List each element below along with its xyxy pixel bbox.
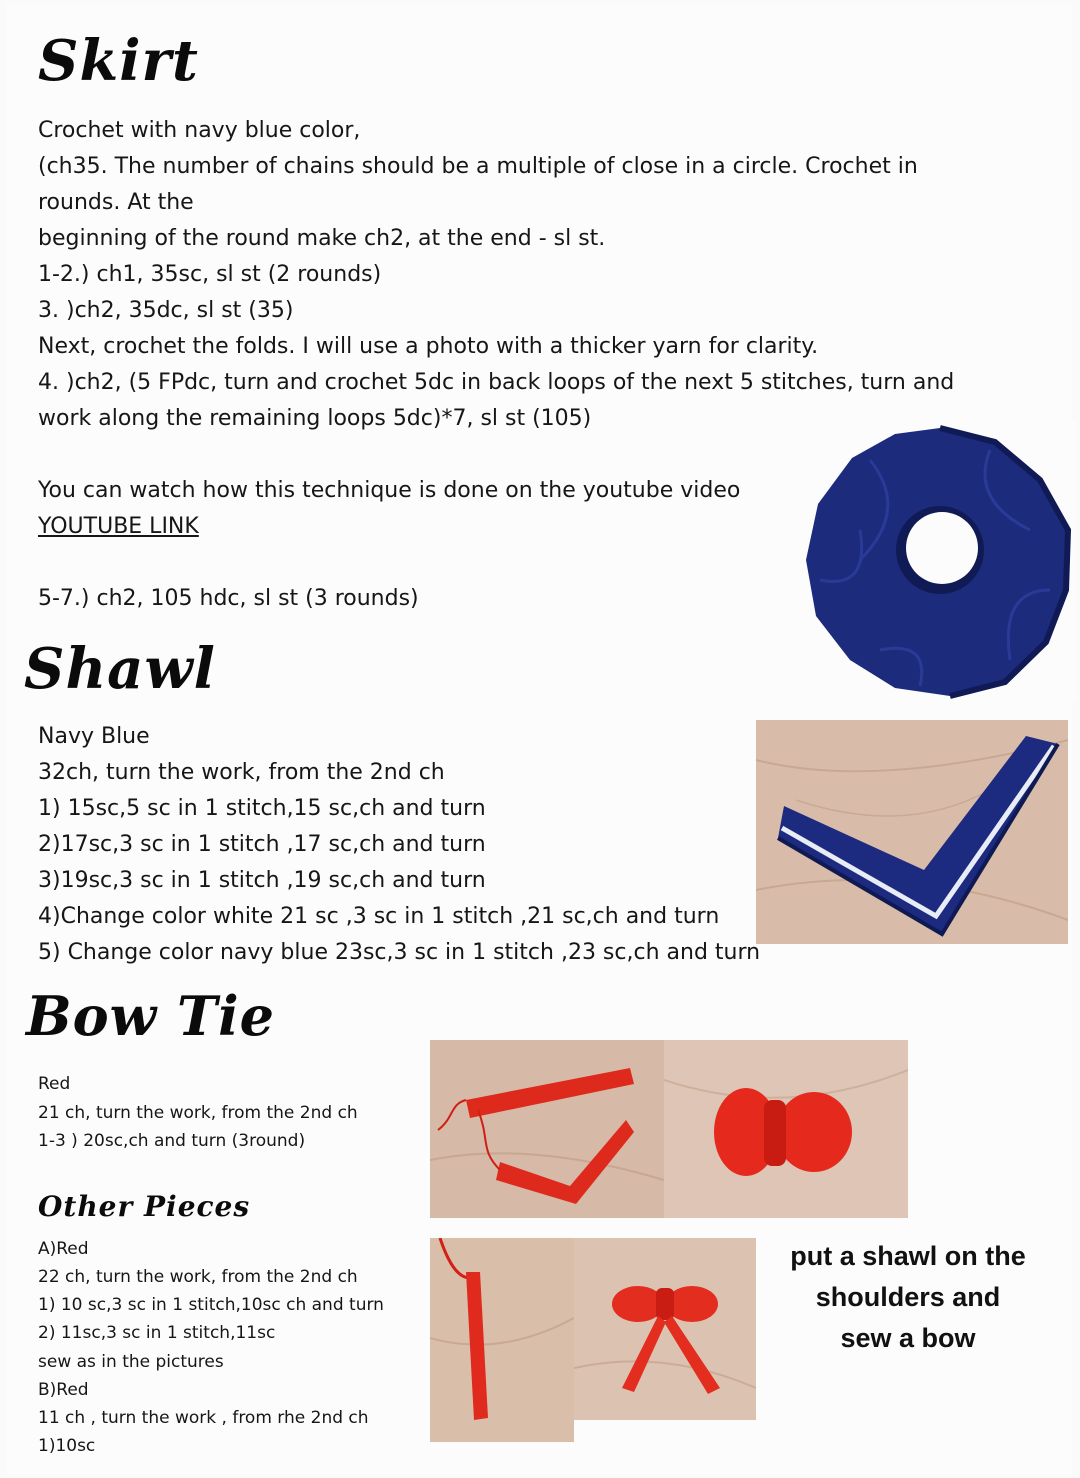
bow-tie-rolled-photo [664, 1040, 908, 1218]
neck-strip-photo [430, 1238, 574, 1442]
video-text: You can watch how this technique is done on the youtube video [38, 478, 741, 503]
skirt-line-1: Crochet with navy blue color, [38, 118, 361, 143]
bow-tie-line-1: Red [38, 1074, 71, 1094]
shawl-photo [756, 720, 1068, 944]
bow-tie-line-3: 1-3 ) 20sc,ch and turn (3round) [38, 1131, 306, 1151]
skirt-line-8: 4. )ch2, (5 FPdc, turn and crochet 5dc in back loops of the next 5 stitches, turn and [38, 370, 955, 395]
shawl-line-2: 32ch, turn the work, from the 2nd ch [38, 760, 445, 785]
skirt-line-7: Next, crochet the folds. I will use a photo with a thicker yarn for clarity. [38, 334, 819, 359]
assembly-note-line-2: shoulders and [815, 1282, 1001, 1312]
shawl-line-3: 1) 15sc,5 sc in 1 stitch,15 sc,ch and turn [38, 796, 486, 821]
other-line-7: 11 ch , turn the work , from rhe 2nd ch [38, 1408, 369, 1428]
other-line-2: 22 ch, turn the work, from the 2nd ch [38, 1267, 358, 1287]
skirt-line-3: rounds. At the [38, 190, 194, 215]
shawl-line-6: 4)Change color white 21 sc ,3 sc in 1 stitch ,21 sc,ch and turn [38, 904, 720, 929]
skirt-title: Skirt [38, 28, 199, 94]
youtube-link[interactable]: YOUTUBE LINK [38, 514, 199, 539]
assembly-note-line-1: put a shawl on the [790, 1241, 1026, 1271]
skirt-line-5: 1-2.) ch1, 35sc, sl st (2 rounds) [38, 262, 382, 287]
other-line-8: 1)10sc [38, 1436, 96, 1456]
bow-tie-line-2: 21 ch, turn the work, from the 2nd ch [38, 1103, 358, 1123]
other-line-6: B)Red [38, 1380, 89, 1400]
bow-tie-title: Bow Tie [26, 984, 275, 1048]
other-line-3: 1) 10 sc,3 sc in 1 stitch,10sc ch and turn [38, 1295, 384, 1315]
small-bow-photo [574, 1238, 756, 1420]
assembly-note [772, 1236, 1044, 1359]
other-pieces-title: Other Pieces [38, 1190, 251, 1223]
shawl-line-7: 5) Change color navy blue 23sc,3 sc in 1 stitch ,23 sc,ch and turn [38, 940, 761, 965]
other-line-1: A)Red [38, 1239, 89, 1259]
other-line-5: sew as in the pictures [38, 1352, 224, 1372]
assembly-note-line-3: sew a bow [840, 1323, 976, 1353]
skirt-scrunchie-photo [800, 420, 1076, 702]
skirt-line-2: (ch35. The number of chains should be a multiple of close in a circle. Crochet in [38, 154, 918, 179]
skirt-line-9: work along the remaining loops 5dc)*7, sl st (105) [38, 406, 592, 431]
skirt-line-4: beginning of the round make ch2, at the end - sl st. [38, 226, 606, 251]
shawl-title: Shawl [24, 636, 216, 702]
skirt-final-line: 5-7.) ch2, 105 hdc, sl st (3 rounds) [38, 586, 419, 611]
bow-tie-strips-photo [430, 1040, 664, 1218]
shawl-line-5: 3)19sc,3 sc in 1 stitch ,19 sc,ch and turn [38, 868, 486, 893]
shawl-line-1: Navy Blue [38, 724, 150, 749]
other-line-4: 2) 11sc,3 sc in 1 stitch,11sc [38, 1323, 276, 1343]
skirt-line-6: 3. )ch2, 35dc, sl st (35) [38, 298, 294, 323]
shawl-line-4: 2)17sc,3 sc in 1 stitch ,17 sc,ch and turn [38, 832, 486, 857]
